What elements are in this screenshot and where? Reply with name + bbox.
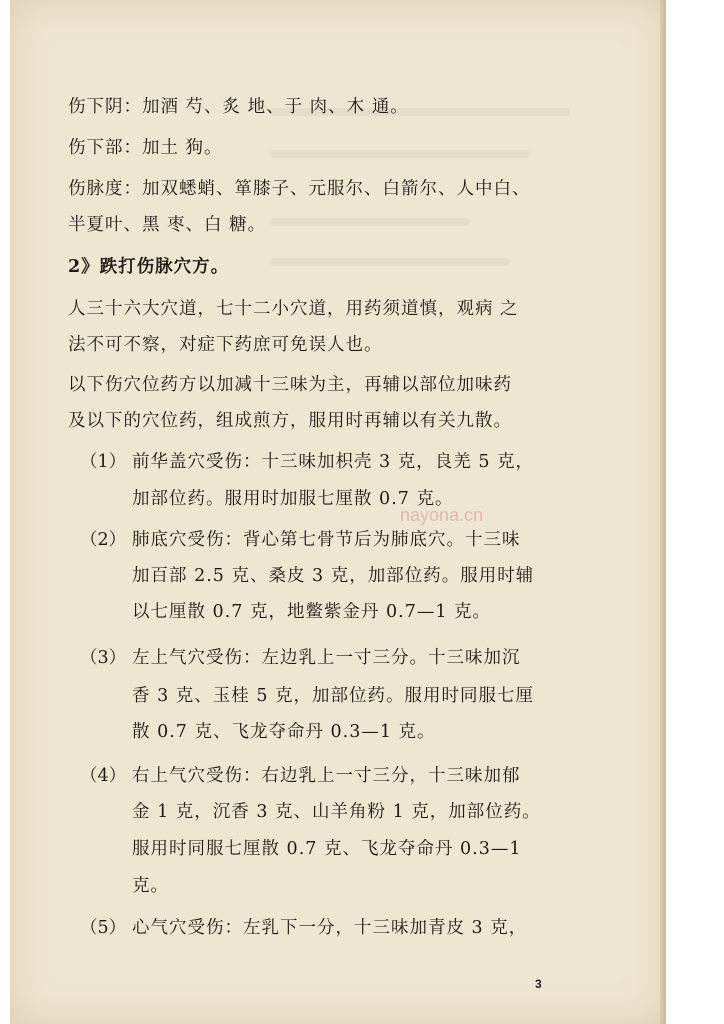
document-page	[10, 0, 666, 1024]
item-number: （3）	[80, 648, 127, 668]
text-line: 伤下阴：加酒 芍、炙 地、于 肉、木 通。	[68, 97, 409, 117]
bleed-through	[270, 218, 470, 226]
text-line: 人三十六大穴道，七十二小穴道，用药须道慎，观病 之	[68, 299, 519, 319]
text-line: 及以下的穴位药，组成煎方，服用时再辅以有关九散。	[68, 411, 512, 431]
text-line: 伤脉度：加双蟋蛸、箪膝子、元服尔、白箭尔、人中白、	[68, 179, 531, 199]
watermark: nayona.cn	[400, 505, 484, 525]
item-line: 肺底穴受伤：背心第七骨节后为肺底穴。十三味	[132, 530, 521, 550]
section-heading: 2》跌打伤脉穴方。	[68, 257, 230, 277]
item-line: 克。	[132, 876, 169, 896]
item-line: 金 1 克，沉香 3 克、山羊角粉 1 克，加部位药。	[132, 802, 541, 822]
item-line: 加百部 2.5 克、桑皮 3 克，加部位药。服用时辅	[132, 566, 535, 586]
item-line: 前华盖穴受伤：十三味加枳壳 3 克，良羌 5 克，	[132, 452, 535, 472]
item-line: 右上气穴受伤：右边乳上一寸三分，十三味加郁	[132, 766, 521, 786]
page-number: 3	[535, 977, 542, 991]
item-line: 左上气穴受伤：左边乳上一寸三分。十三味加沉	[132, 648, 521, 668]
item-line: 香 3 克、玉桂 5 克，加部位药。服用时同服七厘	[132, 686, 535, 706]
page-edge	[660, 0, 666, 1024]
item-line: 加部位药。服用时加服七厘散 0.7 克。	[132, 489, 454, 509]
text-line: 半夏叶、黑 枣、白 糖。	[68, 215, 267, 235]
item-line: 服用时同服七厘散 0.7 克、飞龙夺命丹 0.3—1	[132, 839, 522, 859]
item-number: （5）	[80, 918, 127, 938]
item-line: 以七厘散 0.7 克，地鳖紫金丹 0.7—1 克。	[132, 602, 492, 622]
text-line: 以下伤穴位药方以加减十三味为主，再辅以部位加味药	[68, 375, 512, 395]
item-number: （2）	[80, 530, 127, 550]
item-line: 散 0.7 克、飞龙夺命丹 0.3—1 克。	[132, 722, 436, 742]
text-line: 法不可不察，对症下药庶可免误人也。	[68, 335, 383, 355]
bleed-through	[270, 258, 510, 266]
item-number: （1）	[80, 452, 127, 472]
text-line: 伤下部：加土 狗。	[68, 138, 223, 158]
bleed-through	[270, 150, 530, 158]
item-number: （4）	[80, 766, 127, 786]
item-line: 心气穴受伤：左乳下一分，十三味加青皮 3 克，	[132, 918, 528, 938]
